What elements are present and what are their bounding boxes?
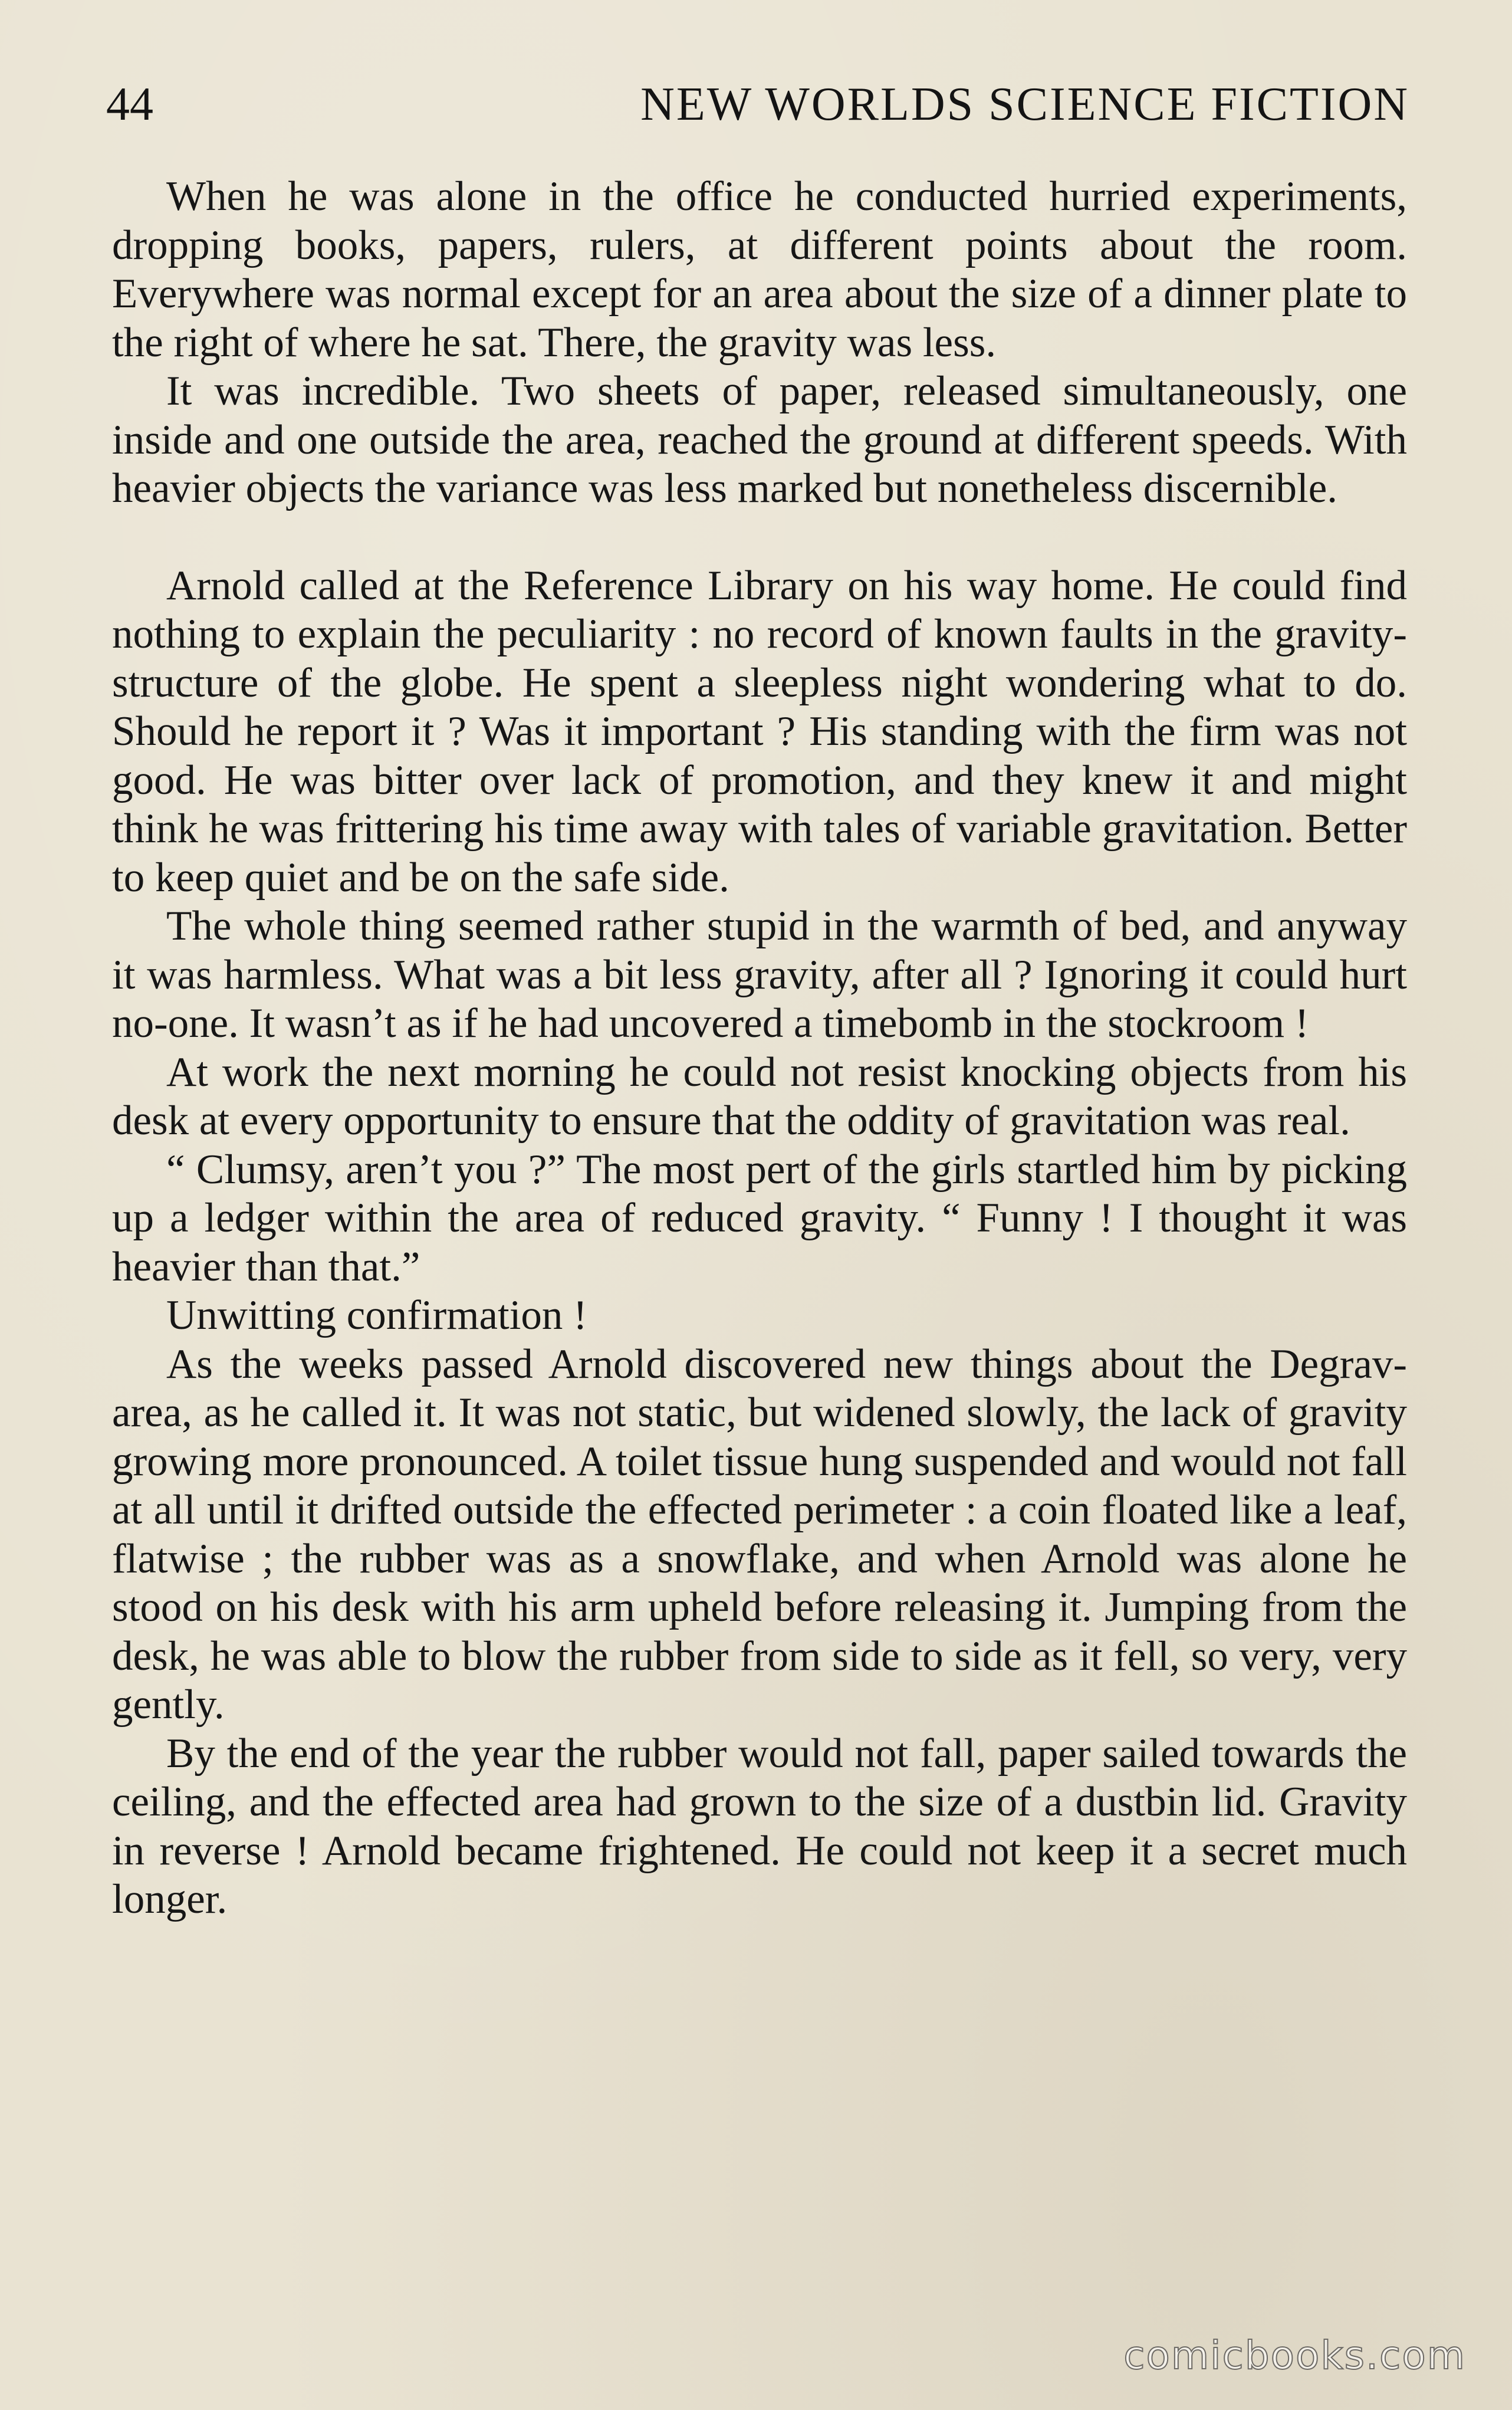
paragraph: At work the next morning he could not resist knocking objects from his desk at every opportunity to ensure that the oddity of gravitation was real. [112, 1049, 1407, 1144]
paragraph: It was incredible. Two sheets of paper, released simultaneously, one inside and one outside the area, reached the ground at different speeds. With heavier objects the variance was less marked but nonetheless discernible. [112, 368, 1407, 511]
paragraph: Arnold called at the Reference Library on his way home. He could find nothing to explain the peculiarity : no record of known faults in the gravity-structure of the globe. He spent a sleepless night wondering what to do. Should he report it ? Was it important ? His standing with the firm was not good. He was bitter over lack of promotion, and they knew it and might think he was frittering his time away with tales of variable gravitation. Better to keep quiet and be on the safe side. [112, 562, 1407, 901]
running-title: NEW WORLDS SCIENCE FICTION [640, 78, 1409, 130]
paragraph: Unwitting confirmation ! [166, 1292, 587, 1338]
paragraph: As the weeks passed Arnold discovered new things about the Degrav-area, as he called it. It was not static, but widened slowly, the lack of gravity growing more pronounced. A toilet tissue hung suspended and would not fall at all until it drifted outside the effected perimeter : a coin floated like a leaf, flatwise ; the rubber was as a snowflake, and when Arnold was alone he stood on his desk with his arm upheld before releasing it. Jumping from the desk, he was able to blow the rubber from side to side as it fell, so very, very gently. [112, 1341, 1407, 1728]
paragraph: By the end of the year the rubber would not fall, paper sailed towards the ceiling, and the effected area had grown to the size of a dustbin lid. Gravity in reverse ! Arnold became frightened. He could not keep it a secret much longer. [112, 1730, 1407, 1922]
paragraph: The whole thing seemed rather stupid in the warmth of bed, and anyway it was harmless. What was a bit less gravity, after all ? Ignoring it could hurt no-one. It wasn’t as if he had uncovered a timebomb in the stockroom ! [112, 903, 1407, 1046]
page-header [106, 72, 1409, 137]
page-number: 44 [106, 78, 153, 130]
watermark: comicbooks.com [1123, 2333, 1466, 2378]
story-text [112, 172, 1407, 1924]
paragraph: When he was alone in the office he conducted hurried experiments, dropping books, papers, rulers, at different points about the room. Everywhere was normal except for an area about the size of a dinner plate to the right of where he sat. There, the gravity was less. [112, 173, 1407, 366]
paragraph: “ Clumsy, aren’t you ?” The most pert of the girls startled him by picking up a ledger within the area of reduced gravity. “ Funny ! I thought it was heavier than that.” [112, 1146, 1407, 1290]
